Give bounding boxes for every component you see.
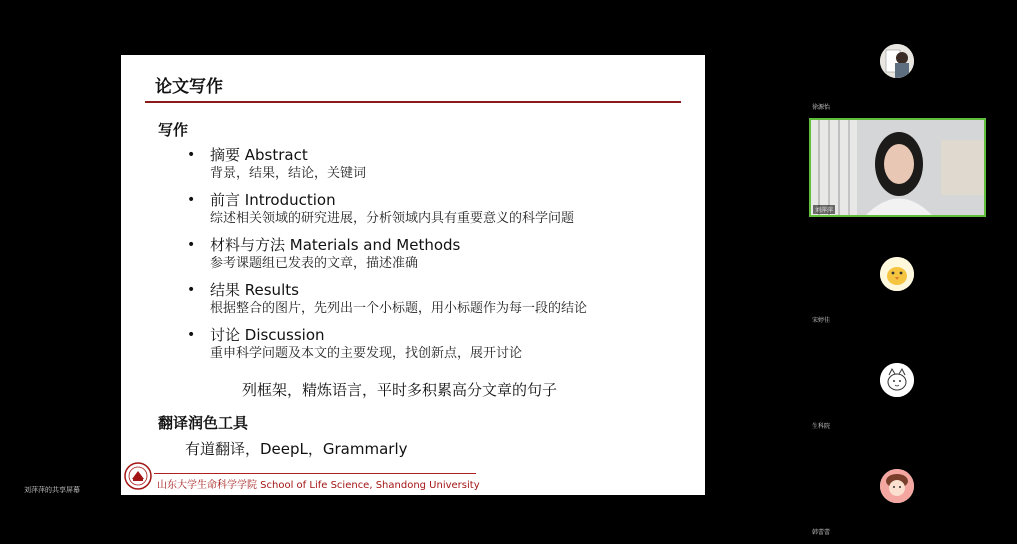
bullet-title: 摘要 Abstract bbox=[210, 146, 308, 164]
bullet-title: 结果 Results bbox=[210, 281, 299, 299]
speaker-video-tile[interactable] bbox=[809, 118, 986, 217]
bullet-item-abstract bbox=[187, 145, 687, 190]
bullet-item-results bbox=[187, 280, 687, 325]
participant-name: 徐源怡 bbox=[812, 104, 831, 111]
participant-name: 韩蕾蕾 bbox=[812, 529, 831, 536]
footer-divider bbox=[154, 473, 476, 474]
speaker-name: 刘萍萍 bbox=[815, 207, 834, 214]
bullet-item-discussion bbox=[187, 325, 687, 370]
screenshare-label: 刘萍萍的共享屏幕 bbox=[24, 486, 80, 494]
bullet-item-introduction bbox=[187, 190, 687, 235]
bullet-title: 前言 Introduction bbox=[210, 191, 336, 209]
footer-institution: 山东大学生命科学学院 School of Life Science, Shandong University bbox=[157, 480, 480, 491]
bullet-dot-icon: • bbox=[187, 327, 196, 343]
slide-title: 论文写作 bbox=[155, 77, 223, 97]
shared-slide bbox=[121, 55, 705, 495]
bullet-title: 讨论 Discussion bbox=[210, 326, 325, 344]
university-logo-icon bbox=[124, 462, 152, 490]
photo-avatar-icon bbox=[880, 44, 914, 78]
tools-line: 有道翻译，DeepL，Grammarly bbox=[185, 440, 408, 458]
participant-name: 宋婷佳 bbox=[812, 317, 831, 324]
bullet-list bbox=[187, 145, 687, 370]
section-heading-tools: 翻译润色工具 bbox=[158, 414, 249, 432]
camera-video-icon bbox=[811, 120, 984, 215]
bullet-dot-icon: • bbox=[187, 192, 196, 208]
title-divider bbox=[145, 101, 681, 103]
bullet-description: 重申科学问题及本文的主要发现，找创新点，展开讨论 bbox=[210, 346, 523, 361]
bullet-dot-icon: • bbox=[187, 237, 196, 253]
bullet-description: 综述相关领域的研究进展，分析领域内具有重要意义的科学问题 bbox=[210, 211, 575, 226]
bullet-description: 参考课题组已发表的文章，描述准确 bbox=[210, 256, 419, 271]
cartoon-character-avatar-icon bbox=[880, 469, 914, 503]
cartoon-cat-avatar-icon bbox=[880, 363, 914, 397]
bullet-description: 根据整合的图片，先列出一个小标题，用小标题作为每一段的结论 bbox=[210, 301, 588, 316]
bullet-dot-icon: • bbox=[187, 282, 196, 298]
bullet-dot-icon: • bbox=[187, 147, 196, 163]
bullet-description: 背景，结果，结论，关键词 bbox=[210, 166, 367, 181]
participant-name: 生科院 bbox=[812, 423, 831, 430]
summary-line: 列框架，精炼语言，平时多积累高分文章的句子 bbox=[242, 381, 558, 399]
cartoon-bird-avatar-icon bbox=[880, 257, 914, 291]
bullet-title: 材料与方法 Materials and Methods bbox=[210, 236, 461, 254]
bullet-item-methods bbox=[187, 235, 687, 280]
section-heading-writing: 写作 bbox=[158, 121, 189, 139]
